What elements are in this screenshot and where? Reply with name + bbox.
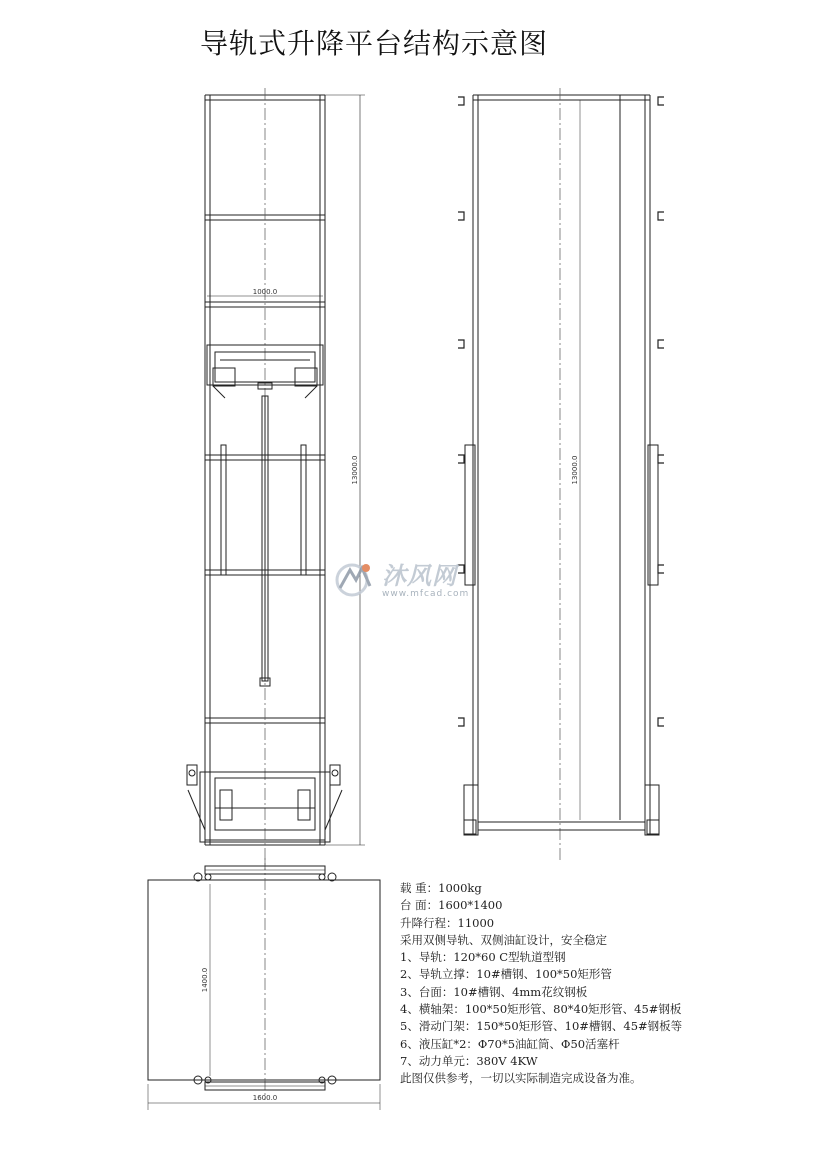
note-line: 升降行程：11000: [400, 915, 495, 930]
front-height-dim: 13000.0: [351, 455, 359, 485]
spec-notes: [400, 880, 682, 1088]
drawing-title: 导轨式升降平台结构示意图: [200, 27, 549, 60]
plan-depth-dim: 1400.0: [201, 967, 209, 993]
side-view: [458, 88, 664, 860]
watermark-url: www.mfcad.com: [382, 589, 470, 599]
watermark-name: 沐风网: [382, 562, 457, 590]
side-height-dim: 13000.0: [571, 455, 579, 485]
note-line: 采用双侧导轨、双侧油缸设计，安全稳定: [400, 932, 607, 947]
note-line: 3、台面：10#槽钢、4mm花纹钢板: [400, 984, 588, 999]
note-line: 台 面：1600*1400: [400, 898, 503, 913]
note-line: 5、滑动门架：150*50矩形管、10#槽钢、45#钢板等: [400, 1019, 683, 1034]
note-line: 6、液压缸*2：Φ70*5油缸筒、Φ50活塞杆: [400, 1036, 620, 1051]
plan-width-dim: 1600.0: [252, 1094, 278, 1102]
mfcad-logo-icon: [332, 558, 376, 598]
note-line: 此图仅供参考，一切以实际制造完成设备为准。: [400, 1071, 642, 1086]
front-view: [187, 88, 365, 870]
note-line: 4、横轴架：100*50矩形管、80*40矩形管、45#钢板: [400, 1002, 682, 1017]
plan-view: [148, 858, 380, 1110]
note-line: 载 重：1000kg: [400, 881, 482, 895]
note-line: 2、导轨立撑：10#槽钢、100*50矩形管: [400, 967, 612, 982]
watermark: [332, 556, 469, 599]
note-line: 1、导轨：120*60 C型轨道型钢: [400, 950, 566, 965]
note-line: 7、动力单元：380V 4KW: [400, 1053, 538, 1068]
front-width-dim: 1000.0: [252, 288, 278, 296]
